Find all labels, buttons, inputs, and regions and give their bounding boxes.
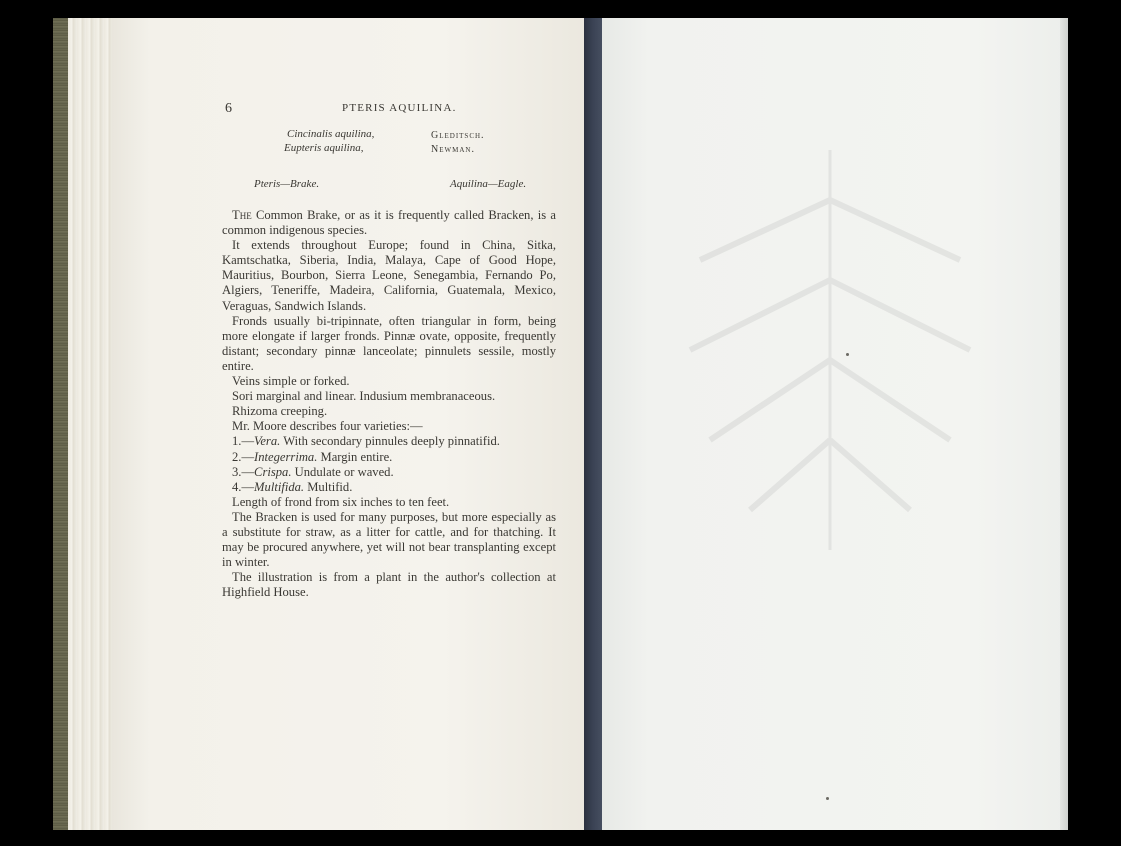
variety-item: 2.—Integerrima. Margin entire. xyxy=(232,449,393,464)
synonym-author: Newman. xyxy=(431,144,475,155)
paragraph: Mr. Moore describes four varieties:— xyxy=(232,419,423,434)
right-page-edge xyxy=(1060,18,1068,830)
variety-item: 1.—Vera. With secondary pinnules deeply pinnatifid. xyxy=(232,434,500,449)
book-spine xyxy=(53,18,69,830)
paragraph: Length of frond from six inches to ten feet. xyxy=(232,494,450,509)
page-speck xyxy=(826,797,829,800)
etymology-genus: Pteris—Brake. xyxy=(254,178,320,190)
paragraph: The illustration is from a plant in the author's collection at Highfield House. xyxy=(222,570,556,600)
body-text xyxy=(222,208,556,600)
synonym-name: Eupteris aquilina, xyxy=(284,142,364,154)
page-edges xyxy=(68,18,116,830)
fern-show-through xyxy=(640,140,1020,560)
page-number: 6 xyxy=(225,101,232,116)
paragraph: Sori marginal and linear. Indusium membranaceous. xyxy=(232,389,496,404)
paragraph: It extends throughout Europe; found in China, Sitka, Kamtschatka, Siberia, India, Malaya, Cape of Good Hope, Mauritius, Bourbon, Sierra Leone, Senegambia, Fernando Po, Algiers, Teneriffe, Madeira, California, Guatemala, Mexico, Veraguas, Sandwich Islands. xyxy=(222,238,556,313)
etymology-species: Aquilina—Eagle. xyxy=(450,178,527,190)
page-speck xyxy=(846,353,849,356)
variety-item: 4.—Multifida. Multifid. xyxy=(232,479,353,494)
paragraph: Veins simple or forked. xyxy=(232,374,350,389)
paragraph: The Bracken is used for many purposes, but more especially as a substitute for straw, as a litter for cattle, and for thatching. It may be procured anywhere, yet will not bear transplanting except in winter. xyxy=(222,509,556,570)
paragraph: The Common Brake, or as it is frequently called Bracken, is a common indigenous species. xyxy=(222,208,556,238)
synonym-name: Cincinalis aquilina, xyxy=(287,128,375,140)
paragraph: Rhizoma creeping. xyxy=(232,404,328,419)
running-head: PTERIS AQUILINA. xyxy=(342,102,457,114)
paragraph: Fronds usually bi-tripinnate, often triangular in form, being more elongate if larger fronds. Pinnæ ovate, opposite, frequently distant; secondary pinnæ lanceolate; pinnulets sessile, mostly entire. xyxy=(222,313,556,373)
synonym-author: Gleditsch. xyxy=(431,130,485,141)
variety-item: 3.—Crispa. Undulate or waved. xyxy=(232,464,394,479)
